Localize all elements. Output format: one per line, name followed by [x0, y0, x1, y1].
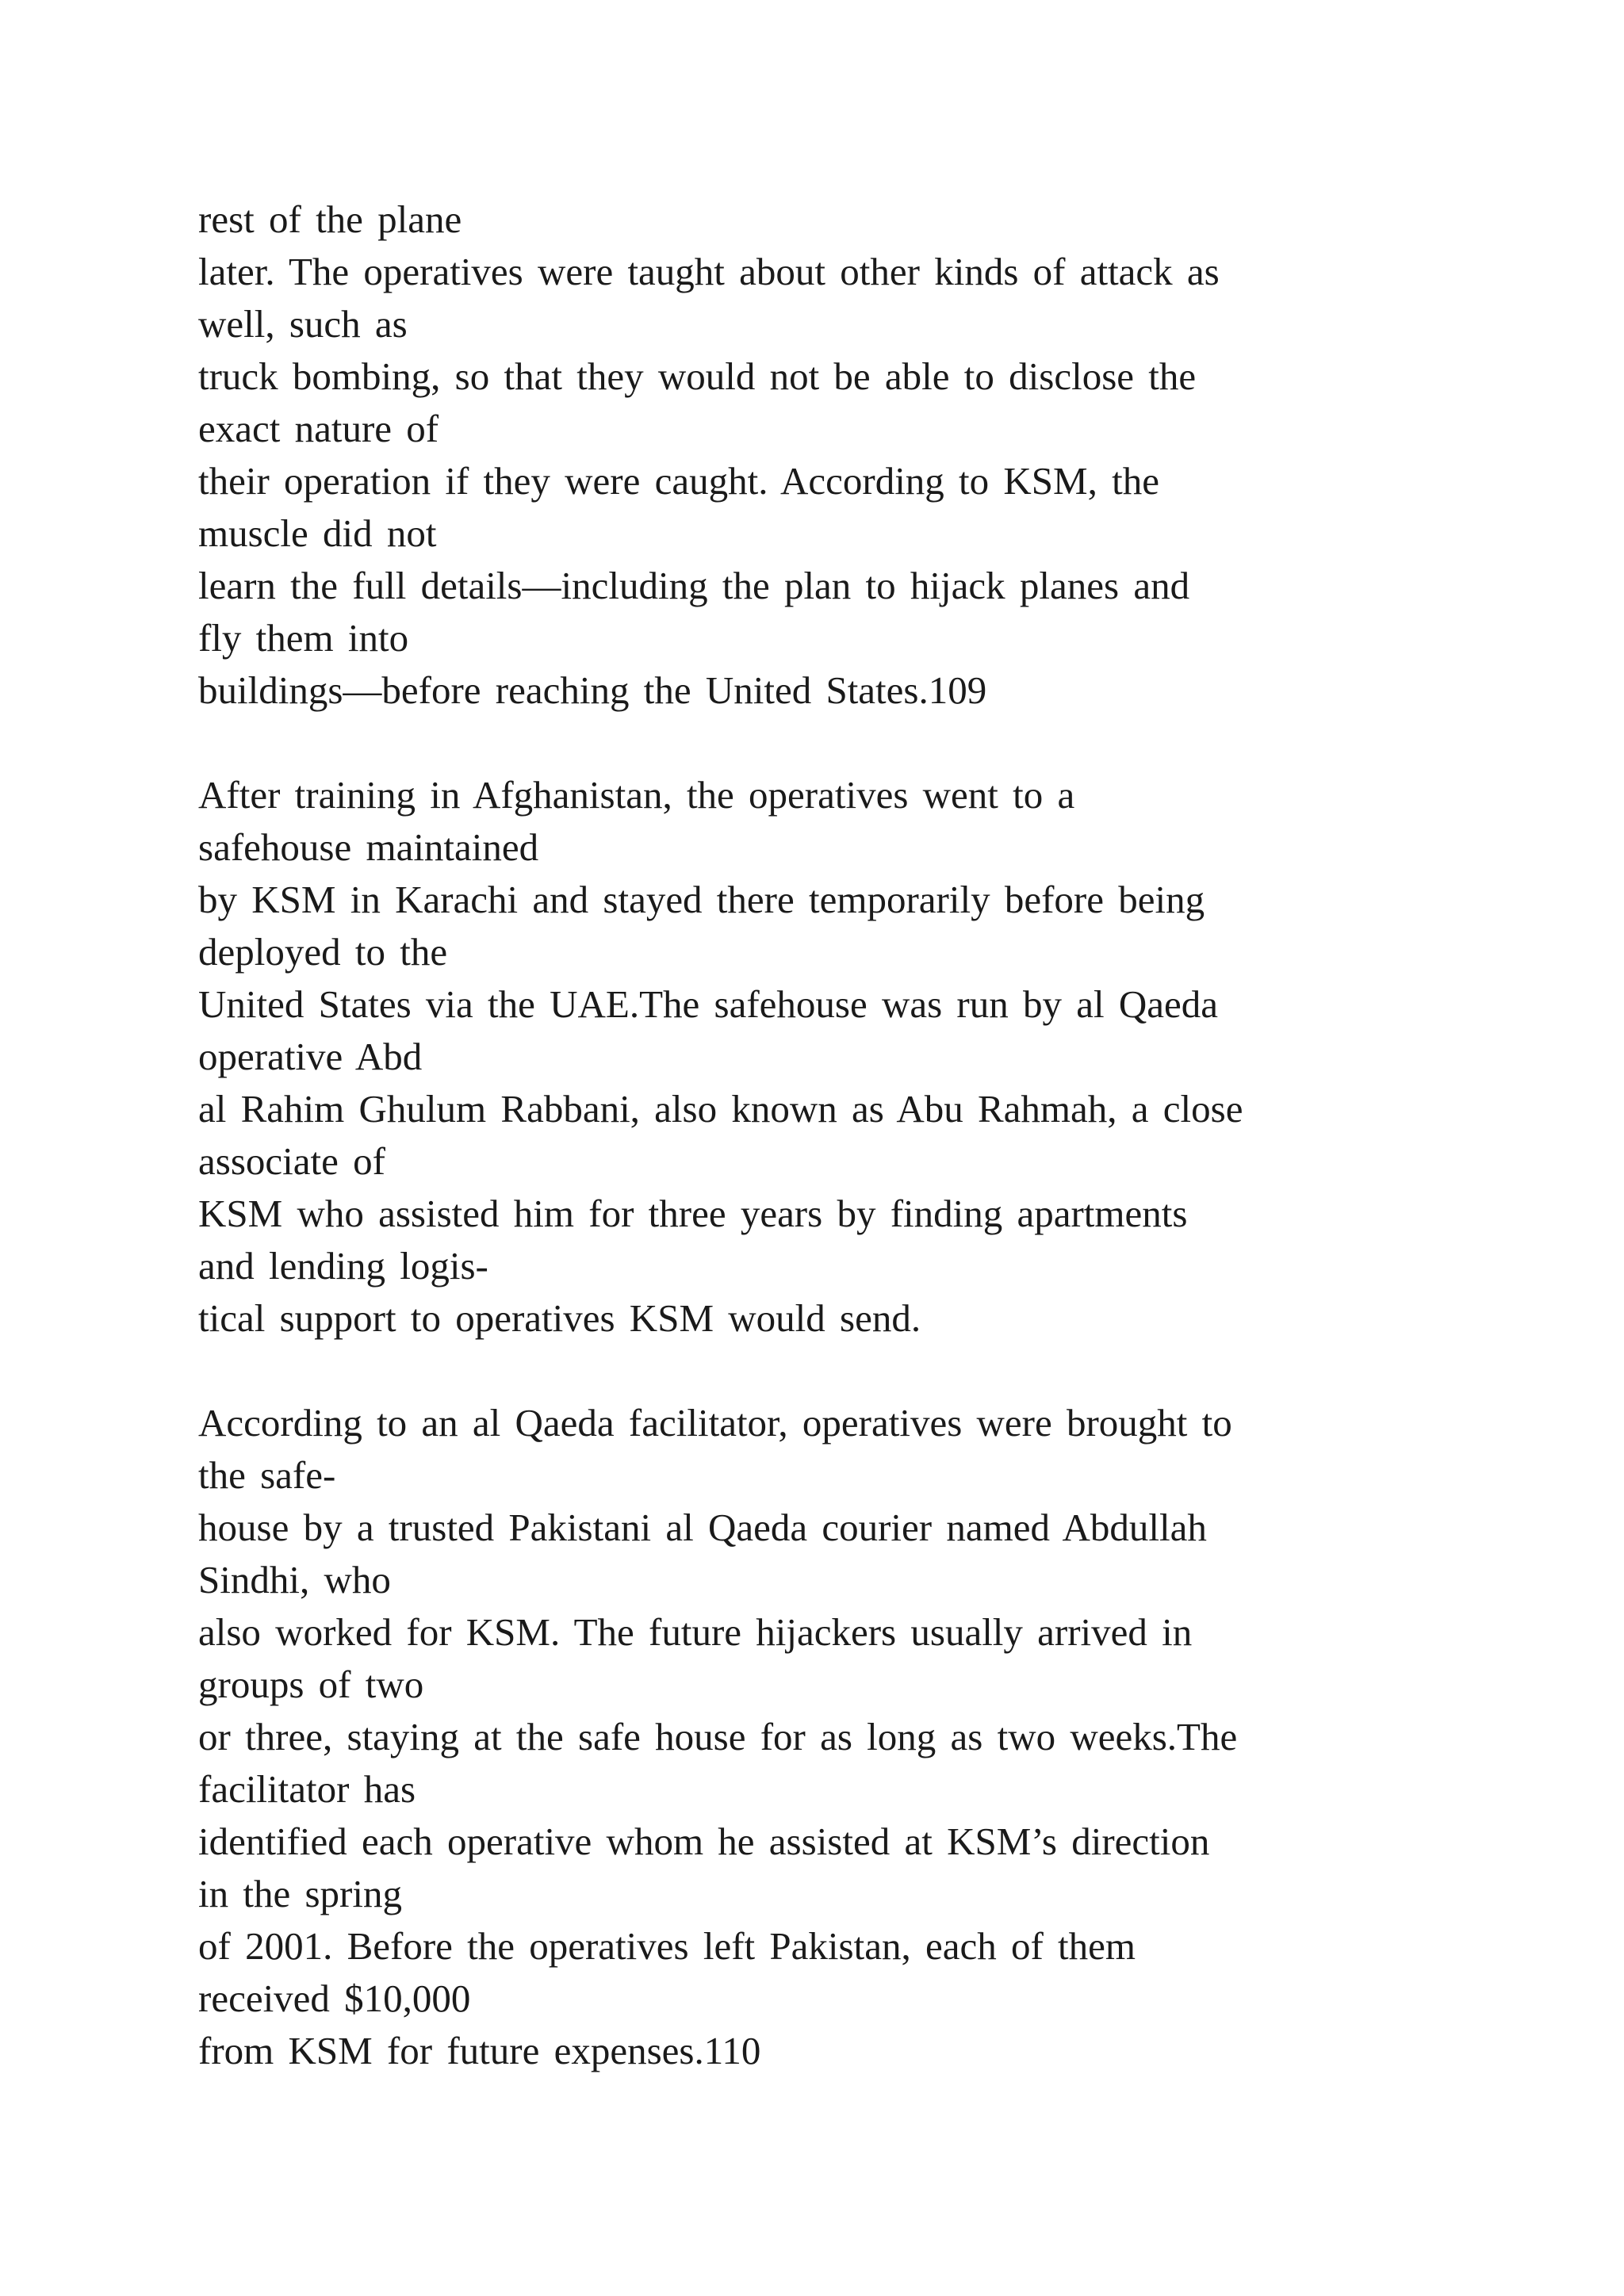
- text-line: and lending logis-: [198, 1244, 488, 1288]
- text-line: operative Abd: [198, 1035, 423, 1078]
- text-line: exact nature of: [198, 407, 439, 450]
- text-line: by KSM in Karachi and stayed there temporarily before being: [198, 878, 1205, 921]
- text-line: Sindhi, who: [198, 1558, 391, 1601]
- text-line: their operation if they were caught. According to KSM, the: [198, 459, 1159, 503]
- text-line: According to an al Qaeda facilitator, operatives were brought to: [198, 1401, 1232, 1445]
- text-line: tical support to operatives KSM would send.: [198, 1296, 921, 1340]
- text-line: deployed to the: [198, 930, 448, 974]
- text-line: of 2001. Before the operatives left Pakistan, each of them: [198, 1924, 1136, 1968]
- text-line: later. The operatives were taught about other kinds of attack as: [198, 250, 1220, 293]
- text-line: United States via the UAE.The safehouse was run by al Qaeda: [198, 982, 1218, 1026]
- text-line: muscle did not: [198, 511, 437, 555]
- paragraph-2: [198, 769, 1546, 1345]
- text-line: facilitator has: [198, 1767, 416, 1811]
- text-line: house by a trusted Pakistani al Qaeda courier named Abdullah: [198, 1506, 1207, 1549]
- text-line: al Rahim Ghulum Rabbani, also known as Abu Rahmah, a close: [198, 1087, 1243, 1131]
- text-line: learn the full details—including the plan to hijack planes and: [198, 564, 1190, 607]
- text-line: After training in Afghanistan, the operatives went to a: [198, 773, 1075, 817]
- text-line: fly them into: [198, 616, 409, 660]
- text-line: well, such as: [198, 302, 408, 346]
- text-line: KSM who assisted him for three years by finding apartments: [198, 1192, 1188, 1235]
- text-line: associate of: [198, 1139, 385, 1183]
- text-line: identified each operative whom he assisted at KSM’s direction: [198, 1820, 1210, 1863]
- text-line: safehouse maintained: [198, 825, 539, 869]
- text-line: also worked for KSM. The future hijackers usually arrived in: [198, 1610, 1193, 1654]
- text-line: or three, staying at the safe house for as long as two weeks.The: [198, 1715, 1238, 1758]
- text-line: from KSM for future expenses.110: [198, 2029, 761, 2072]
- text-line: in the spring: [198, 1872, 402, 1915]
- paragraph-1: [198, 193, 1546, 717]
- text-line: the safe-: [198, 1453, 336, 1497]
- paragraph-3: [198, 1397, 1546, 2077]
- document-page: [198, 193, 1546, 2130]
- text-line: buildings—before reaching the United States.109: [198, 668, 987, 712]
- text-line: received $10,000: [198, 1976, 471, 2020]
- text-line: truck bombing, so that they would not be able to disclose the: [198, 354, 1197, 398]
- text-line: groups of two: [198, 1663, 424, 1706]
- text-line: rest of the plane: [198, 197, 462, 241]
